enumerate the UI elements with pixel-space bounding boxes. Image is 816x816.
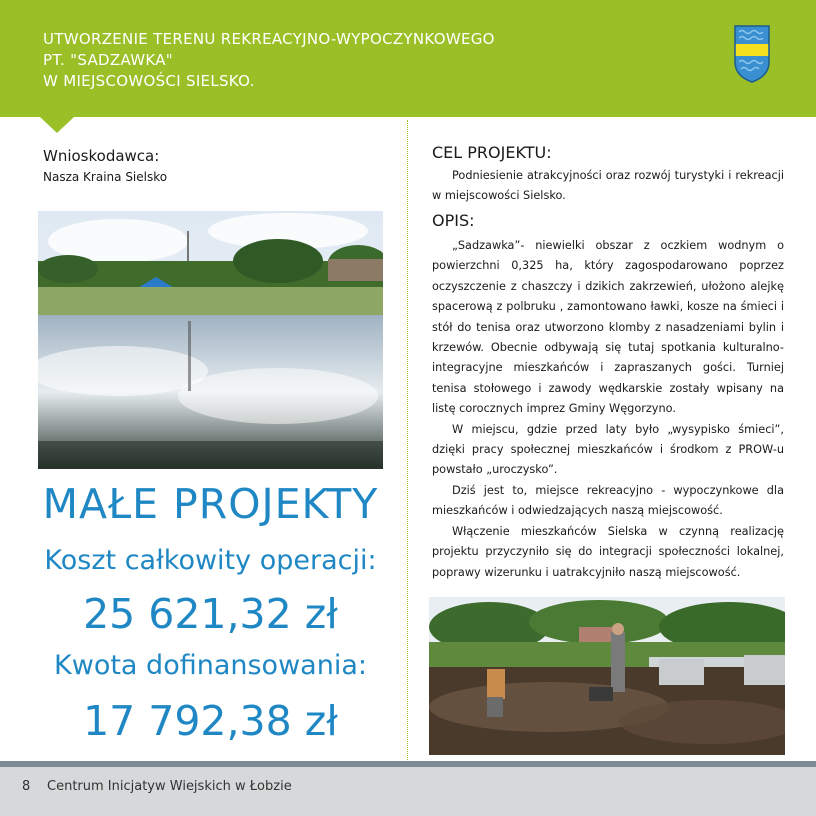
page-number: 8 — [22, 779, 31, 794]
title-line-3: W MIEJSCOWOŚCI SIELSKO. — [43, 72, 255, 90]
goal-heading: CEL PROJEKTU: — [432, 143, 552, 162]
page-title — [43, 29, 495, 92]
applicant-label: Wnioskodawca: — [43, 147, 160, 165]
pond-photo — [38, 211, 383, 469]
publisher-name: Centrum Inicjatyw Wiejskich w Łobzie — [47, 779, 292, 794]
banner-pointer — [40, 117, 74, 133]
grant-value: 17 792,38 zł — [83, 697, 338, 745]
description-heading: OPIS: — [432, 211, 475, 230]
coat-of-arms-icon — [733, 24, 771, 84]
description-paragraph-2: W miejscu, gdzie przed laty było „wysypisko śmieci”, dzięki pracy społecznej mieszkańców i środkom z PROW-u powstało „uroczysko”. — [432, 422, 784, 477]
goal-text — [432, 166, 784, 207]
description-text — [432, 236, 784, 583]
applicant-name: Nasza Kraina Sielsko — [43, 170, 168, 184]
description-paragraph-4: Włączenie mieszkańców Sielska w czynną realizację projektu przyczyniło się do integracji społeczności lokalnej, poprawy wizerunku i uatrakcyjniło naszą miejscowość. — [432, 524, 784, 579]
description-paragraph-3: Dziś jest to, miejsce rekreacyjno - wypoczynkowe dla mieszkańców i odwiedzających naszą miejscowość. — [432, 483, 784, 518]
construction-photo — [429, 597, 785, 755]
total-cost-label: Koszt całkowity operacji: — [44, 545, 377, 576]
goal-paragraph: Podniesienie atrakcyjności oraz rozwój turystyki i rekreacji w miejscowości Sielsko. — [432, 169, 784, 203]
description-paragraph-1: „Sadzawka”- niewielki obszar z oczkiem wodnym o powierzchni 0,325 ha, który zagospodarowano poprzez oczyszczenie z chaszczy i dzikich zakrzewień, ułożono alejkę spacerową z polbruku , zamontowano ławki, kosze na śmieci i stół do tenisa oraz utworzono klomby z nasadzeniami bylin i krzewów. Obecnie odbywają się tutaj spotkania kulturalno-integracyjne mieszkańców i zapraszanych gości. Turniej tenisa stołowego i zawody wędkarskie zostały wpisany na listę corocznych imprez Gminy Węgorzyno. — [432, 239, 784, 416]
programme-name: MAŁE PROJEKTY — [42, 480, 379, 528]
total-cost-value: 25 621,32 zł — [83, 590, 338, 638]
title-line-1: UTWORZENIE TERENU REKREACYJNO-WYPOCZYNKOWEGO — [43, 30, 495, 48]
grant-label: Kwota dofinansowania: — [54, 650, 367, 681]
column-divider — [407, 120, 408, 760]
header-banner — [0, 0, 816, 117]
title-line-2: PT. "SADZAWKA" — [43, 51, 173, 69]
